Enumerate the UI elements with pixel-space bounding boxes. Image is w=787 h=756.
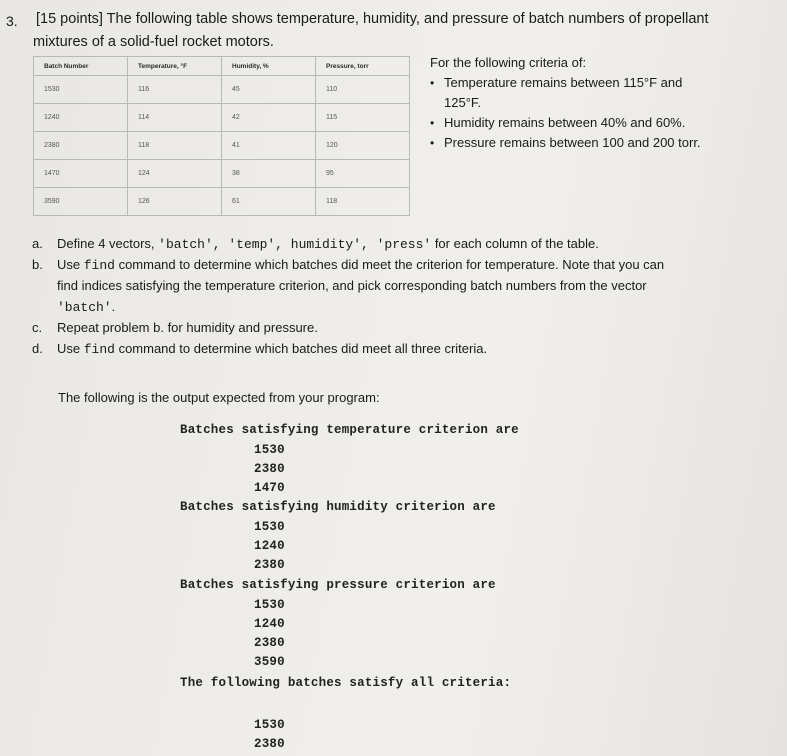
- table-cell: 61: [222, 188, 316, 216]
- table-cell: 41: [222, 132, 316, 160]
- output-all-value: 1530: [254, 718, 285, 732]
- table-cell: 114: [128, 104, 222, 132]
- part-text: [57, 341, 487, 357]
- table-row: [34, 188, 410, 216]
- table-cell: 115: [316, 104, 410, 132]
- header-batch-number: Batch Number: [34, 57, 128, 76]
- table-row: [34, 76, 410, 104]
- criteria-item-pressure: [430, 133, 701, 153]
- table-cell: 118: [316, 188, 410, 216]
- table-cell: 124: [128, 160, 222, 188]
- table-cell: 45: [222, 76, 316, 104]
- table-cell: 42: [222, 104, 316, 132]
- table-cell: 116: [128, 76, 222, 104]
- part-a-pre: Define 4 vectors,: [57, 236, 159, 251]
- criteria-humidity: Humidity remains between 40% and 60%.: [444, 115, 686, 130]
- part-text: [57, 257, 664, 273]
- output-temp-value: 1530: [254, 443, 285, 457]
- table-row: [34, 104, 410, 132]
- header-humidity: Humidity, %: [222, 57, 316, 76]
- part-label: d.: [32, 341, 43, 356]
- table-cell: 120: [316, 132, 410, 160]
- table-cell: 2380: [34, 132, 128, 160]
- part-b-pre: Use: [57, 257, 84, 272]
- bullet-icon: •: [430, 116, 435, 130]
- output-all-value: 2380: [254, 737, 285, 751]
- table-cell: 3590: [34, 188, 128, 216]
- table-row: [34, 132, 410, 160]
- part-label: c.: [32, 320, 43, 335]
- table-cell: 95: [316, 160, 410, 188]
- part-label: b.: [32, 257, 43, 272]
- criteria-list: [430, 53, 701, 153]
- batch-data-table: [33, 56, 410, 216]
- part-c-text: Repeat problem b. for humidity and pressure.: [57, 320, 318, 335]
- bullet-icon: •: [430, 136, 435, 150]
- output-pressure-value: 3590: [254, 655, 285, 669]
- criteria-temperature-line2: 125°F.: [444, 95, 482, 110]
- output-pressure-value: 2380: [254, 636, 285, 650]
- table-cell: 110: [316, 76, 410, 104]
- part-a-post: for each column of the table.: [431, 236, 599, 251]
- table-row: [34, 160, 410, 188]
- part-b-code: find: [83, 258, 115, 273]
- table-cell: 126: [128, 188, 222, 216]
- part-label: a.: [32, 236, 43, 251]
- table-cell: 118: [128, 132, 222, 160]
- part-d-pre: Use: [57, 341, 84, 356]
- output-pressure-value: 1530: [254, 598, 285, 612]
- part-d-post: command to determine which batches did meet all three criteria.: [114, 341, 488, 356]
- question-title-line2: mixtures of a solid-fuel rocket motors.: [33, 34, 274, 50]
- part-a-code: 'batch', 'temp', humidity', 'press': [158, 237, 432, 252]
- header-temperature: Temperature, °F: [128, 57, 222, 76]
- part-d-code: find: [83, 342, 115, 357]
- output-temp-value: 2380: [254, 462, 285, 476]
- criteria-pressure: Pressure remains between 100 and 200 torr.: [444, 135, 701, 150]
- criteria-item-temperature: [430, 73, 701, 93]
- table-header-row: [34, 57, 410, 76]
- question-number: 3.: [6, 13, 18, 29]
- header-pressure: Pressure, torr: [316, 57, 410, 76]
- output-all-header: The following batches satisfy all criteria:: [180, 676, 512, 690]
- criteria-item-humidity: [430, 113, 701, 133]
- output-humidity-value: 2380: [254, 558, 285, 572]
- table-cell: 1470: [34, 160, 128, 188]
- output-temp-header: Batches satisfying temperature criterion are: [180, 423, 519, 437]
- part-b-post: command to determine which batches did meet the criterion for temperature. Note that you can: [114, 257, 665, 272]
- table-cell: 1240: [34, 104, 128, 132]
- part-b-line3-code: 'batch': [57, 300, 112, 315]
- part-b-line3-text: [57, 299, 115, 315]
- bullet-icon: •: [430, 76, 435, 90]
- table-cell: 38: [222, 160, 316, 188]
- output-temp-value: 1470: [254, 481, 285, 495]
- output-humidity-header: Batches satisfying humidity criterion are: [180, 500, 496, 514]
- part-b-line3-post: .: [111, 299, 116, 314]
- output-humidity-value: 1240: [254, 539, 285, 553]
- part-text: [57, 236, 599, 252]
- output-intro: The following is the output expected from your program:: [58, 390, 380, 405]
- question-title-line1: [15 points] The following table shows temperature, humidity, and pressure of batch numbers of propellant: [36, 11, 709, 27]
- output-pressure-header: Batches satisfying pressure criterion are: [180, 578, 496, 592]
- output-pressure-value: 1240: [254, 617, 285, 631]
- table-cell: 1530: [34, 76, 128, 104]
- part-b-line2-text: find indices satisfying the temperature criterion, and pick corresponding batch numbers from the vector: [57, 278, 647, 293]
- criteria-temperature-line1: Temperature remains between 115°F and: [444, 75, 683, 90]
- output-humidity-value: 1530: [254, 520, 285, 534]
- criteria-intro: For the following criteria of:: [430, 55, 587, 70]
